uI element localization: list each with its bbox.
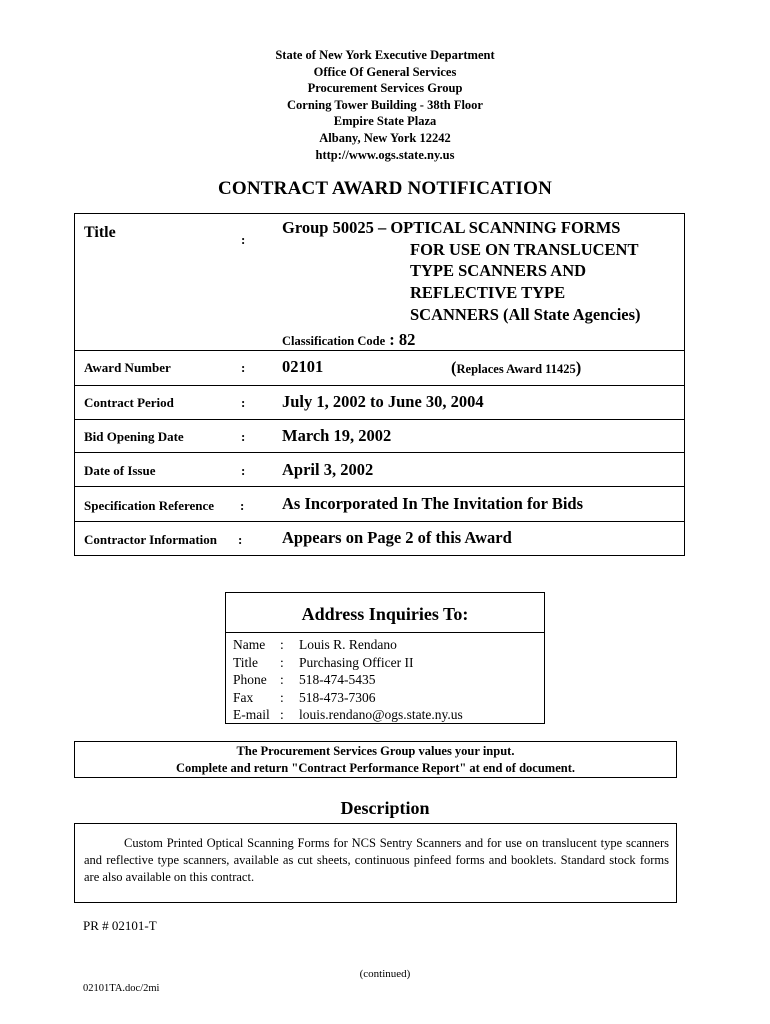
bid-opening-date-label: Bid Opening Date: [84, 429, 184, 444]
contract-title-line: FOR USE ON TRANSLUCENT: [410, 239, 639, 259]
row-divider: [75, 486, 684, 487]
continued-note: (continued): [359, 968, 411, 980]
description-heading: Description: [340, 798, 430, 818]
colon: :: [241, 395, 246, 410]
classification-code: Classification Code : 82: [282, 330, 416, 349]
contact-email-row: E-mail : louis.rendano@ogs.state.ny.us: [233, 707, 463, 723]
header-line: Corning Tower Building - 38th Floor: [287, 97, 483, 112]
bid-opening-date-value: March 19, 2002: [282, 426, 392, 445]
contractor-information-value: Appears on Page 2 of this Award: [282, 528, 512, 547]
contractor-information-label: Contractor Information: [84, 532, 217, 547]
description-box: [74, 823, 677, 903]
row-divider: [75, 521, 684, 522]
contact-name: Louis R. Rendano: [299, 637, 397, 652]
colon: :: [241, 463, 246, 478]
colon: :: [241, 429, 246, 444]
description-text: Custom Printed Optical Scanning Forms for NCS Sentry Scanners and for use on translucent type scanners and reflective type scanners, available as cut sheets, continuous pinfeed forms and booklets. Standard stock forms are also available on this contract.: [84, 836, 669, 884]
feedback-notice-line: Complete and return "Contract Performance Report" at end of document.: [176, 760, 575, 775]
date-of-issue-label: Date of Issue: [84, 463, 156, 478]
contract-period-value: July 1, 2002 to June 30, 2004: [282, 392, 484, 411]
divider: [226, 632, 544, 633]
pr-number: PR # 02101-T: [83, 918, 157, 933]
contact-key: Fax: [233, 689, 254, 705]
contact-title: Purchasing Officer II: [299, 654, 414, 670]
contact-key: E-mail: [233, 707, 270, 723]
agency-header: [0, 47, 770, 163]
header-line: State of New York Executive Department: [275, 48, 495, 62]
contact-email[interactable]: louis.rendano@ogs.state.ny.us: [299, 707, 463, 723]
contact-list: [233, 636, 463, 724]
classification-label: Classification Code: [282, 334, 386, 348]
contact-key: Phone: [233, 672, 267, 688]
contract-title-line: Group 50025 – OPTICAL SCANNING FORMS: [282, 218, 621, 237]
footer-filename: 02101TA.doc/2mi: [83, 983, 160, 994]
row-divider: [75, 350, 684, 351]
row-divider: [75, 419, 684, 420]
contract-title-line: TYPE SCANNERS AND: [410, 261, 587, 281]
document-title: CONTRACT AWARD NOTIFICATION: [217, 178, 553, 199]
award-number-value: 02101: [282, 357, 324, 376]
contact-phone: 518-474-5435: [299, 672, 376, 688]
replaces-award: (Replaces Award 11425): [451, 358, 582, 377]
address-inquiries-box: [225, 592, 545, 724]
contract-title-line: SCANNERS (All State Agencies): [410, 304, 641, 324]
colon: :: [241, 360, 246, 375]
replaces-award-text: Replaces Award 11425: [456, 362, 576, 376]
contact-name-row: Name : Louis R. Rendano: [233, 637, 397, 652]
contract-title: [282, 217, 641, 326]
contact-phone-row: Phone : 518-474-5435: [233, 672, 376, 688]
address-inquiries-heading: Address Inquiries To:: [301, 604, 469, 624]
title-label: Title: [84, 224, 116, 241]
award-details-box: [74, 213, 685, 556]
contract-period-label: Contract Period: [84, 395, 174, 410]
award-number-label: Award Number: [84, 360, 171, 375]
specification-reference-value: As Incorporated In The Invitation for Bids: [282, 494, 584, 513]
header-line: Procurement Services Group: [307, 81, 463, 96]
contract-title-line: REFLECTIVE TYPE: [410, 283, 566, 303]
header-url[interactable]: http://www.ogs.state.ny.us: [315, 147, 455, 162]
contact-key: Name: [233, 637, 266, 652]
feedback-notice: [74, 741, 677, 778]
header-line: Empire State Plaza: [333, 114, 437, 129]
feedback-notice-line: The Procurement Services Group values your input.: [236, 744, 515, 758]
colon: :: [240, 498, 245, 513]
header-line: Albany, New York 12242: [319, 130, 451, 145]
contact-title-row: Title : Purchasing Officer II: [233, 654, 414, 670]
colon: :: [238, 532, 243, 547]
header-line: Office Of General Services: [313, 64, 457, 79]
contact-fax-row: Fax : 518-473-7306: [233, 689, 376, 705]
row-divider: [75, 385, 684, 386]
row-divider: [75, 452, 684, 453]
specification-reference-label: Specification Reference: [84, 498, 215, 513]
classification-value: 82: [398, 330, 416, 349]
contact-fax: 518-473-7306: [299, 689, 376, 705]
colon: :: [241, 232, 246, 247]
date-of-issue-value: April 3, 2002: [282, 460, 374, 479]
contact-key: Title: [233, 654, 259, 670]
